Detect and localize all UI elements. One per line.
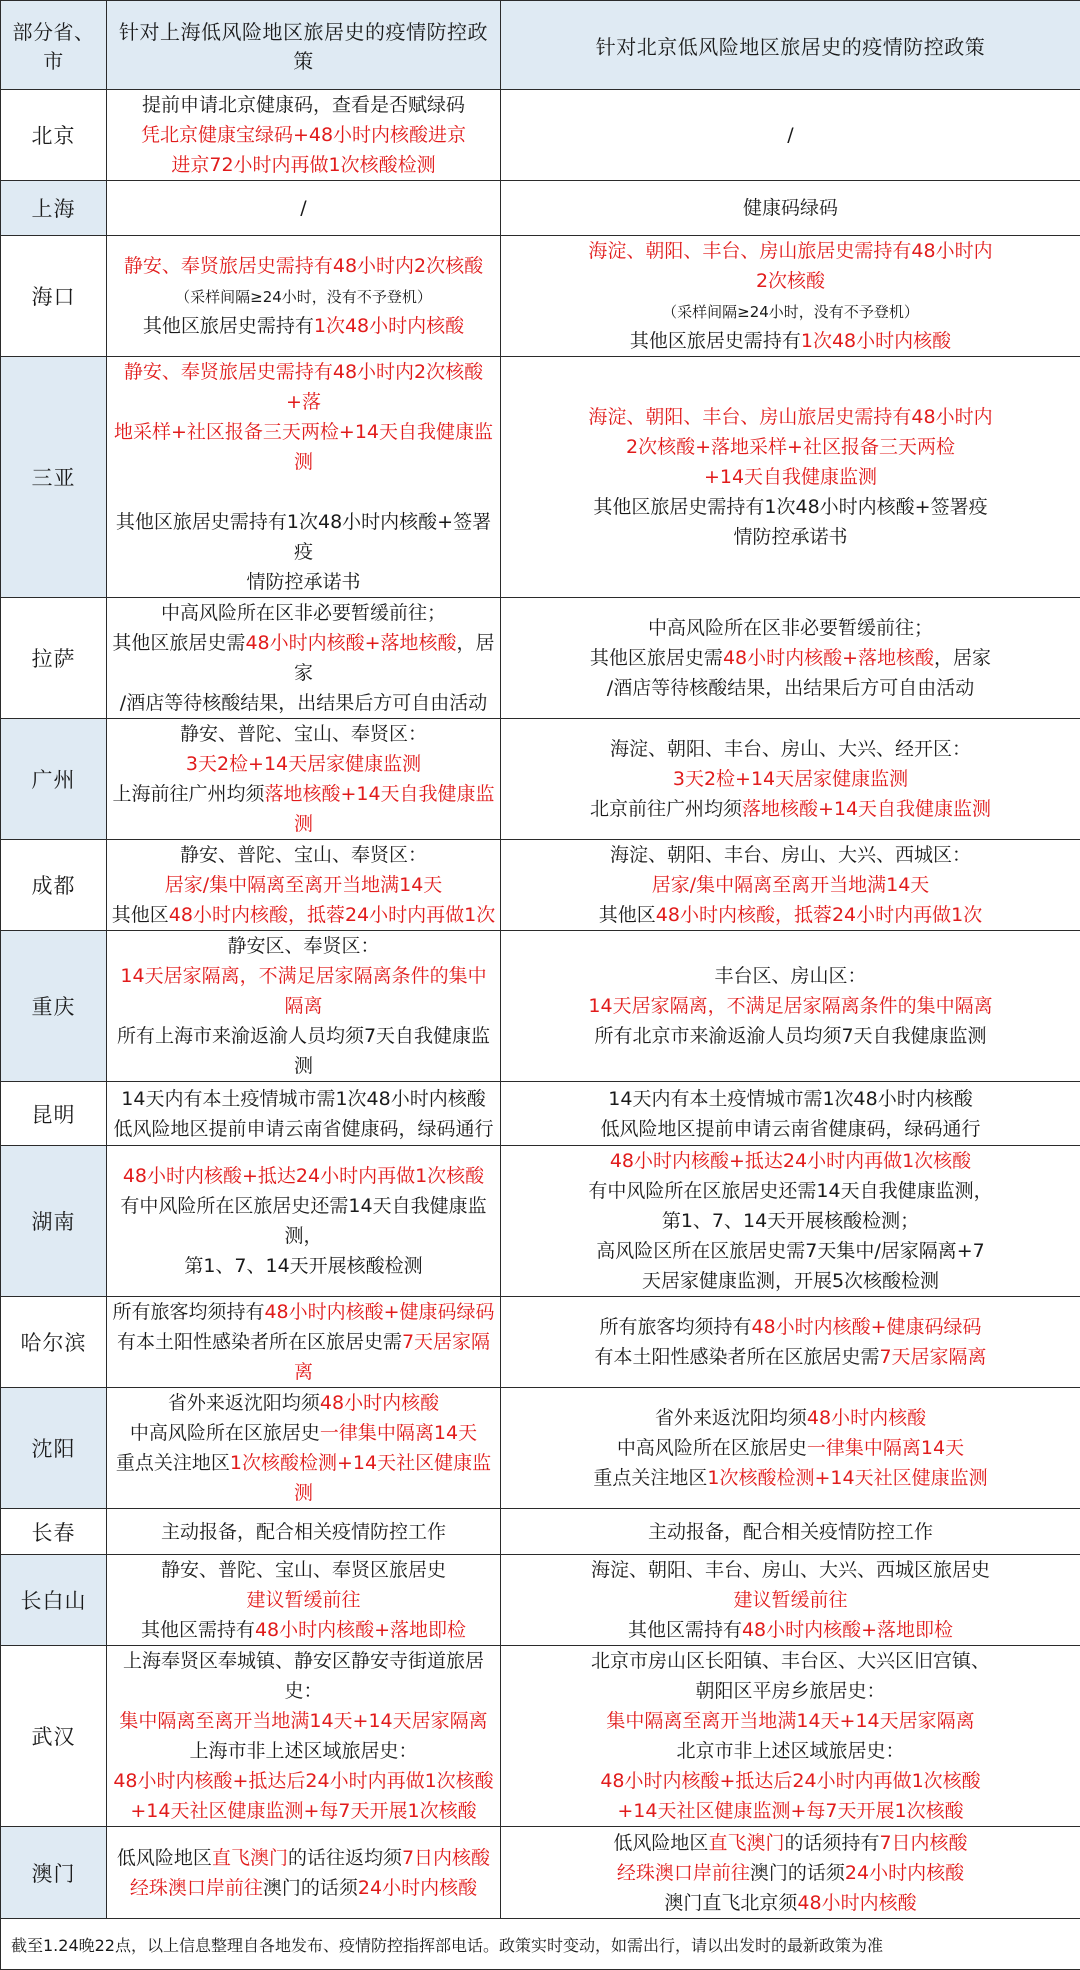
table-row [1, 1509, 1080, 1555]
policy-text: 其他区旅居史需持有1次48小时内核酸+签署疫 情防控承诺书 [116, 511, 491, 593]
policy-text: 海淀、朝阳、丰台、房山、大兴、西城区旅居史 [591, 1559, 990, 1581]
city-cell: 武汉 [1, 1646, 107, 1827]
policy-text: 北京前往广州均须 [590, 798, 742, 820]
policy-text: 其他区 [599, 904, 656, 926]
shanghai-policy-cell [107, 1827, 501, 1919]
beijing-policy-cell [501, 1297, 1080, 1388]
policy-text: 48小时内核酸+健康码绿码 [751, 1316, 981, 1338]
policy-text: 的话须持有 [784, 1832, 879, 1854]
policy-text: 48小时内核酸+健康码绿码 [264, 1301, 494, 1323]
policy-text: 其他区 [112, 904, 169, 926]
policy-text: 48小时内核酸 [807, 1407, 926, 1429]
policy-text: 静安、普陀、宝山、奉贤区旅居史 [161, 1559, 446, 1581]
policy-text: 1次48小时内核酸 [801, 330, 951, 352]
footer-row [1, 1919, 1080, 1970]
policy-text: 48小时内核酸，抵蓉24小时内再做1次 [169, 904, 495, 926]
policy-text: 落地核酸+14天自我健康监测 [742, 798, 991, 820]
policy-text: 上海奉贤区奉城镇、静安区静安寺街道旅居史： [123, 1650, 484, 1702]
policy-text: 48小时内核酸+落地即检 [255, 1619, 466, 1641]
table-row [1, 1555, 1080, 1646]
policy-text: 3天2检+14天居家健康监测 [673, 768, 908, 790]
policy-text: 北京市非上述区域旅居史： [676, 1740, 904, 1762]
policy-text: 静安、奉贤旅居史需持有48小时内2次核酸+落 地采样+社区报备三天两检+14天自我健康监测 [114, 361, 493, 473]
policy-text: 1次核酸检测+14天社区健康监测 [707, 1467, 987, 1489]
header-region: 部分省、市 [1, 1, 107, 90]
policy-text: 上海前往广州均须 [112, 783, 264, 805]
table-row [1, 1082, 1080, 1146]
city-cell: 昆明 [1, 1082, 107, 1146]
beijing-policy-cell [501, 598, 1080, 719]
shanghai-policy-cell [107, 181, 501, 236]
policy-text: 14天内有本土疫情城市需1次48小时内核酸 低风险地区提前申请云南省健康码，绿码通行 [600, 1088, 980, 1140]
policy-text: 静安区、奉贤区： [227, 935, 379, 957]
policy-text: 48小时内核酸+落地核酸 [723, 647, 934, 669]
policy-text: 落地核酸+14天自我健康监测 [264, 783, 494, 835]
table-row [1, 1646, 1080, 1827]
beijing-policy-cell [501, 1827, 1080, 1919]
policy-text: 有中风险所在区旅居史还需14天自我健康监测， 第1、7、14天开展核酸检测； 高风险区所在区旅居史需7天集中/居家隔离+7 天居家健康监测，开展5次核酸检测 [588, 1180, 992, 1292]
policy-text: 48小时内核酸+抵达24小时内再做1次核酸 [123, 1165, 484, 1187]
city-cell: 长白山 [1, 1555, 107, 1646]
shanghai-policy-cell [107, 719, 501, 840]
beijing-policy-cell [501, 1509, 1080, 1555]
policy-text: 其他区旅居史需持有1次48小时内核酸+签署疫 情防控承诺书 [593, 496, 987, 548]
policy-text: 14天居家隔离，不满足居家隔离条件的集中隔离 [588, 995, 992, 1017]
policy-text: 48小时内核酸+抵达后24小时内再做1次核酸 +14天社区健康监测+每7天开展1次核酸 [113, 1770, 493, 1822]
policy-text: 上海市非上述区域旅居史： [189, 1740, 417, 1762]
policy-text: 一律集中隔离14天 [320, 1422, 477, 1444]
policy-text: 建议暂缓前往 [246, 1589, 360, 1611]
policy-text: 海淀、朝阳、丰台、房山、大兴、西城区： [610, 844, 971, 866]
policy-text: 居家/集中隔离至离开当地满14天 [652, 874, 930, 896]
city-cell: 海口 [1, 236, 107, 357]
policy-text: 14天内有本土疫情城市需1次48小时内核酸 低风险地区提前申请云南省健康码，绿码通行 [113, 1088, 493, 1140]
policy-text: 海淀、朝阳、丰台、房山旅居史需持有48小时内 2次核酸 [588, 240, 992, 292]
policy-text: 直飞澳门 [212, 1847, 288, 1869]
policy-text: 低风险地区 [117, 1847, 212, 1869]
policy-text: 提前申请北京健康码，查看是否赋绿码 [142, 94, 465, 116]
policy-text: 48小时内核酸+抵达24小时内再做1次核酸 [610, 1150, 971, 1172]
table-row [1, 840, 1080, 931]
policy-text: 有本土阳性感染者所在区旅居史需 [117, 1331, 402, 1353]
policy-text: 健康码绿码 [743, 197, 838, 219]
policy-text: 重点关注地区 [116, 1452, 230, 1474]
beijing-policy-cell [501, 1646, 1080, 1827]
policy-text: （采样间隔≥24小时，没有不予登机） [175, 288, 432, 306]
beijing-policy-cell [501, 1146, 1080, 1297]
policy-text: 海淀、朝阳、丰台、房山旅居史需持有48小时内 2次核酸+落地采样+社区报备三天两检 +14天自我健康监测 [588, 406, 992, 488]
policy-text: 北京市房山区长阳镇、丰台区、大兴区旧宫镇、 朝阳区平房乡旅居史： [591, 1650, 990, 1702]
city-cell: 长春 [1, 1509, 107, 1555]
policy-text: 集中隔离至离开当地满14天+14天居家隔离 [606, 1710, 974, 1732]
policy-text: 其他区旅居史需持有 [630, 330, 801, 352]
policy-text: 7日内核酸 经珠澳口岸前往 [130, 1847, 490, 1899]
policy-text: 48小时内核酸+落地即检 [742, 1619, 953, 1641]
policy-text: 所有旅客均须持有 [112, 1301, 264, 1323]
table-row [1, 931, 1080, 1082]
policy-text: 7天居家隔离 [294, 1331, 490, 1383]
policy-text: 有本土阳性感染者所在区旅居史需 [594, 1346, 879, 1368]
city-cell: 成都 [1, 840, 107, 931]
shanghai-policy-cell [107, 1146, 501, 1297]
policy-text: 1次核酸检测+14天社区健康监测 [230, 1452, 491, 1504]
policy-text: 静安、普陀、宝山、奉贤区： [180, 723, 427, 745]
shanghai-policy-cell [107, 1082, 501, 1146]
policy-text: 中高风险所在区非必要暂缓前往； 其他区旅居史需 [590, 617, 933, 669]
policy-text: 中高风险所在区旅居史 [617, 1437, 807, 1459]
shanghai-policy-cell [107, 1388, 501, 1509]
policy-text: 主动报备，配合相关疫情防控工作 [161, 1521, 446, 1543]
policy-text: 有中风险所在区旅居史还需14天自我健康监测， 第1、7、14天开展核酸检测 [120, 1195, 486, 1277]
policy-text: 48小时内核酸 [320, 1392, 439, 1414]
policy-text: 其他区旅居史需持有 [143, 315, 314, 337]
policy-text: 一律集中隔离14天 [807, 1437, 964, 1459]
city-cell: 广州 [1, 719, 107, 840]
beijing-policy-cell [501, 1555, 1080, 1646]
policy-text: 居家/集中隔离至离开当地满14天 [165, 874, 443, 896]
policy-text: 低风险地区 [613, 1832, 708, 1854]
city-cell: 重庆 [1, 931, 107, 1082]
policy-text: / [300, 197, 306, 219]
policy-text: 澳门的话须 [263, 1877, 358, 1899]
table-row [1, 181, 1080, 236]
table-row [1, 357, 1080, 598]
policy-text: 24小时内核酸 [845, 1862, 964, 1884]
policy-text: 48小时内核酸+抵达后24小时内再做1次核酸 +14天社区健康监测+每7天开展1次核酸 [600, 1770, 980, 1822]
policy-text: 澳门直飞北京须 [664, 1892, 797, 1914]
beijing-policy-cell [501, 236, 1080, 357]
shanghai-policy-cell [107, 236, 501, 357]
policy-text: 直飞澳门 [708, 1832, 784, 1854]
beijing-policy-cell [501, 1388, 1080, 1509]
shanghai-policy-cell [107, 357, 501, 598]
beijing-policy-cell [501, 90, 1080, 181]
policy-text: 1次48小时内核酸 [314, 315, 464, 337]
shanghai-policy-cell [107, 598, 501, 719]
policy-text: 24小时内核酸 [358, 1877, 477, 1899]
policy-text: 海淀、朝阳、丰台、房山、大兴、经开区： [610, 738, 971, 760]
policy-text: 其他区需持有 [141, 1619, 255, 1641]
table-row [1, 1146, 1080, 1297]
beijing-policy-cell [501, 181, 1080, 236]
table-row [1, 1388, 1080, 1509]
header-shanghai-policy: 针对上海低风险地区旅居史的疫情防控政策 [107, 1, 501, 90]
city-cell: 拉萨 [1, 598, 107, 719]
beijing-policy-cell [501, 357, 1080, 598]
table-row [1, 598, 1080, 719]
policy-text: 澳门的话须 [750, 1862, 845, 1884]
policy-text: 集中隔离至离开当地满14天+14天居家隔离 [119, 1710, 487, 1732]
policy-text: 静安、普陀、宝山、奉贤区： [180, 844, 427, 866]
beijing-policy-cell [501, 931, 1080, 1082]
policy-text: 省外来返沈阳均须 [168, 1392, 320, 1414]
shanghai-policy-cell [107, 1646, 501, 1827]
beijing-policy-cell [501, 840, 1080, 931]
city-cell: 三亚 [1, 357, 107, 598]
beijing-policy-cell [501, 719, 1080, 840]
city-cell: 北京 [1, 90, 107, 181]
policy-text: 静安、奉贤旅居史需持有48小时内2次核酸 [124, 255, 483, 277]
table-row [1, 719, 1080, 840]
policy-text: 重点关注地区 [593, 1467, 707, 1489]
city-cell: 沈阳 [1, 1388, 107, 1509]
city-cell: 澳门 [1, 1827, 107, 1919]
shanghai-policy-cell [107, 931, 501, 1082]
policy-text: 主动报备，配合相关疫情防控工作 [648, 1521, 933, 1543]
city-cell: 上海 [1, 181, 107, 236]
policy-text: 建议暂缓前往 [733, 1589, 847, 1611]
shanghai-policy-cell [107, 840, 501, 931]
policy-text: 其他区需持有 [628, 1619, 742, 1641]
policy-text: 中高风险所在区非必要暂缓前往； 其他区旅居史需 [112, 602, 446, 654]
policy-text: 丰台区、房山区： [714, 965, 866, 987]
policy-text: 凭北京健康宝绿码+48小时内核酸进京 进京72小时内再做1次核酸检测 [141, 124, 466, 176]
policy-text: 14天居家隔离，不满足居家隔离条件的集中隔离 [120, 965, 486, 1017]
table-row [1, 236, 1080, 357]
policy-text: 所有上海市来渝返渝人员均须7天自我健康监测 [117, 1025, 490, 1077]
policy-text: / [787, 124, 793, 146]
shanghai-policy-cell [107, 1509, 501, 1555]
table-row [1, 90, 1080, 181]
header-row [1, 1, 1080, 90]
policy-text: 中高风险所在区旅居史 [130, 1422, 320, 1444]
policy-text: 7日内核酸 经珠澳口岸前往 [617, 1832, 968, 1884]
beijing-policy-cell [501, 1082, 1080, 1146]
policy-text: 7天居家隔离 [879, 1346, 986, 1368]
policy-text: 48小时内核酸+落地核酸 [245, 632, 456, 654]
city-cell: 湖南 [1, 1146, 107, 1297]
table-row [1, 1297, 1080, 1388]
policy-text: （采样间隔≥24小时，没有不予登机） [662, 303, 919, 321]
policy-text: 所有北京市来渝返渝人员均须7天自我健康监测 [594, 1025, 986, 1047]
policy-text: 48小时内核酸，抵蓉24小时内再做1次 [656, 904, 982, 926]
policy-text: 3天2检+14天居家健康监测 [186, 753, 421, 775]
city-cell: 哈尔滨 [1, 1297, 107, 1388]
policy-text: 省外来返沈阳均须 [655, 1407, 807, 1429]
header-beijing-policy: 针对北京低风险地区旅居史的疫情防控政策 [501, 1, 1080, 90]
footer-note: 截至1.24晚22点，以上信息整理自各地发布、疫情防控指挥部电话。政策实时变动，如需出行，请以出发时的最新政策为准 [1, 1919, 1080, 1970]
shanghai-policy-cell [107, 1297, 501, 1388]
shanghai-policy-cell [107, 1555, 501, 1646]
policy-text: ，居家 /酒店等待核酸结果，出结果后方可自由活动 [120, 632, 495, 714]
policy-text: 48小时内核酸 [797, 1892, 916, 1914]
policy-text: ，居家 /酒店等待核酸结果，出结果后方可自由活动 [607, 647, 991, 699]
shanghai-policy-cell [107, 90, 501, 181]
policy-text: 所有旅客均须持有 [599, 1316, 751, 1338]
policy-text: 的话往返均须 [288, 1847, 402, 1869]
table-row [1, 1827, 1080, 1919]
